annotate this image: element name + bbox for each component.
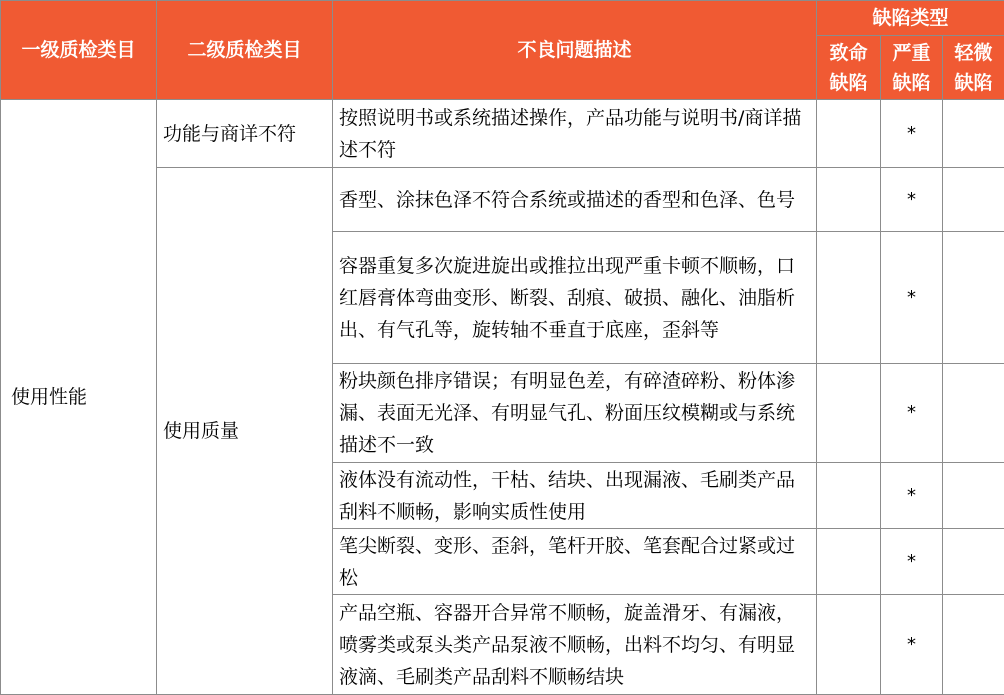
defect-description: 笔尖断裂、变形、歪斜，笔杆开胶、笔套配合过紧或过松	[333, 529, 817, 595]
serious-mark: *	[881, 100, 943, 168]
header-defect-type: 缺陷类型	[817, 1, 1004, 36]
fatal-mark	[817, 100, 881, 168]
header-level2: 二级质检类目	[157, 1, 333, 100]
defect-description: 粉块颜色排序错误；有明显色差，有碎渣碎粉、粉体渗漏、表面无光泽、有明显气孔、粉面压纹模糊或与系统描述不一致	[333, 364, 817, 463]
fatal-mark	[817, 364, 881, 463]
header-level1: 一级质检类目	[1, 1, 157, 100]
defect-description: 按照说明书或系统描述操作，产品功能与说明书/商详描述不符	[333, 100, 817, 168]
minor-mark	[943, 463, 1004, 529]
level1-category: 使用性能	[1, 100, 157, 695]
fatal-mark	[817, 463, 881, 529]
defect-description: 液体没有流动性，干枯、结块、出现漏液、毛刷类产品刮料不顺畅，影响实质性使用	[333, 463, 817, 529]
header-minor: 轻微缺陷	[943, 36, 1004, 100]
header-fatal: 致命缺陷	[817, 36, 881, 100]
serious-mark: *	[881, 595, 943, 695]
header-serious: 严重缺陷	[881, 36, 943, 100]
fatal-mark	[817, 168, 881, 232]
serious-mark: *	[881, 168, 943, 232]
header-description: 不良问题描述	[333, 1, 817, 100]
minor-mark	[943, 595, 1004, 695]
minor-mark	[943, 364, 1004, 463]
minor-mark	[943, 529, 1004, 595]
level2-category: 功能与商详不符	[157, 100, 333, 168]
serious-mark: *	[881, 364, 943, 463]
defect-description: 容器重复多次旋进旋出或推拉出现严重卡顿不顺畅，口红唇膏体弯曲变形、断裂、刮痕、破损、融化、油脂析出、有气孔等，旋转轴不垂直于底座，歪斜等	[333, 232, 817, 364]
serious-mark: *	[881, 463, 943, 529]
fatal-mark	[817, 529, 881, 595]
serious-mark: *	[881, 232, 943, 364]
minor-mark	[943, 168, 1004, 232]
serious-mark: *	[881, 529, 943, 595]
minor-mark	[943, 100, 1004, 168]
defect-description: 产品空瓶、容器开合异常不顺畅，旋盖滑牙、有漏液，喷雾类或泵头类产品泵液不顺畅，出料不均匀、有明显液滴、毛刷类产品刮料不顺畅结块	[333, 595, 817, 695]
fatal-mark	[817, 595, 881, 695]
minor-mark	[943, 232, 1004, 364]
defect-description: 香型、涂抹色泽不符合系统或描述的香型和色泽、色号	[333, 168, 817, 232]
table-row	[1, 100, 1004, 168]
level2-category: 使用质量	[157, 168, 333, 695]
fatal-mark	[817, 232, 881, 364]
